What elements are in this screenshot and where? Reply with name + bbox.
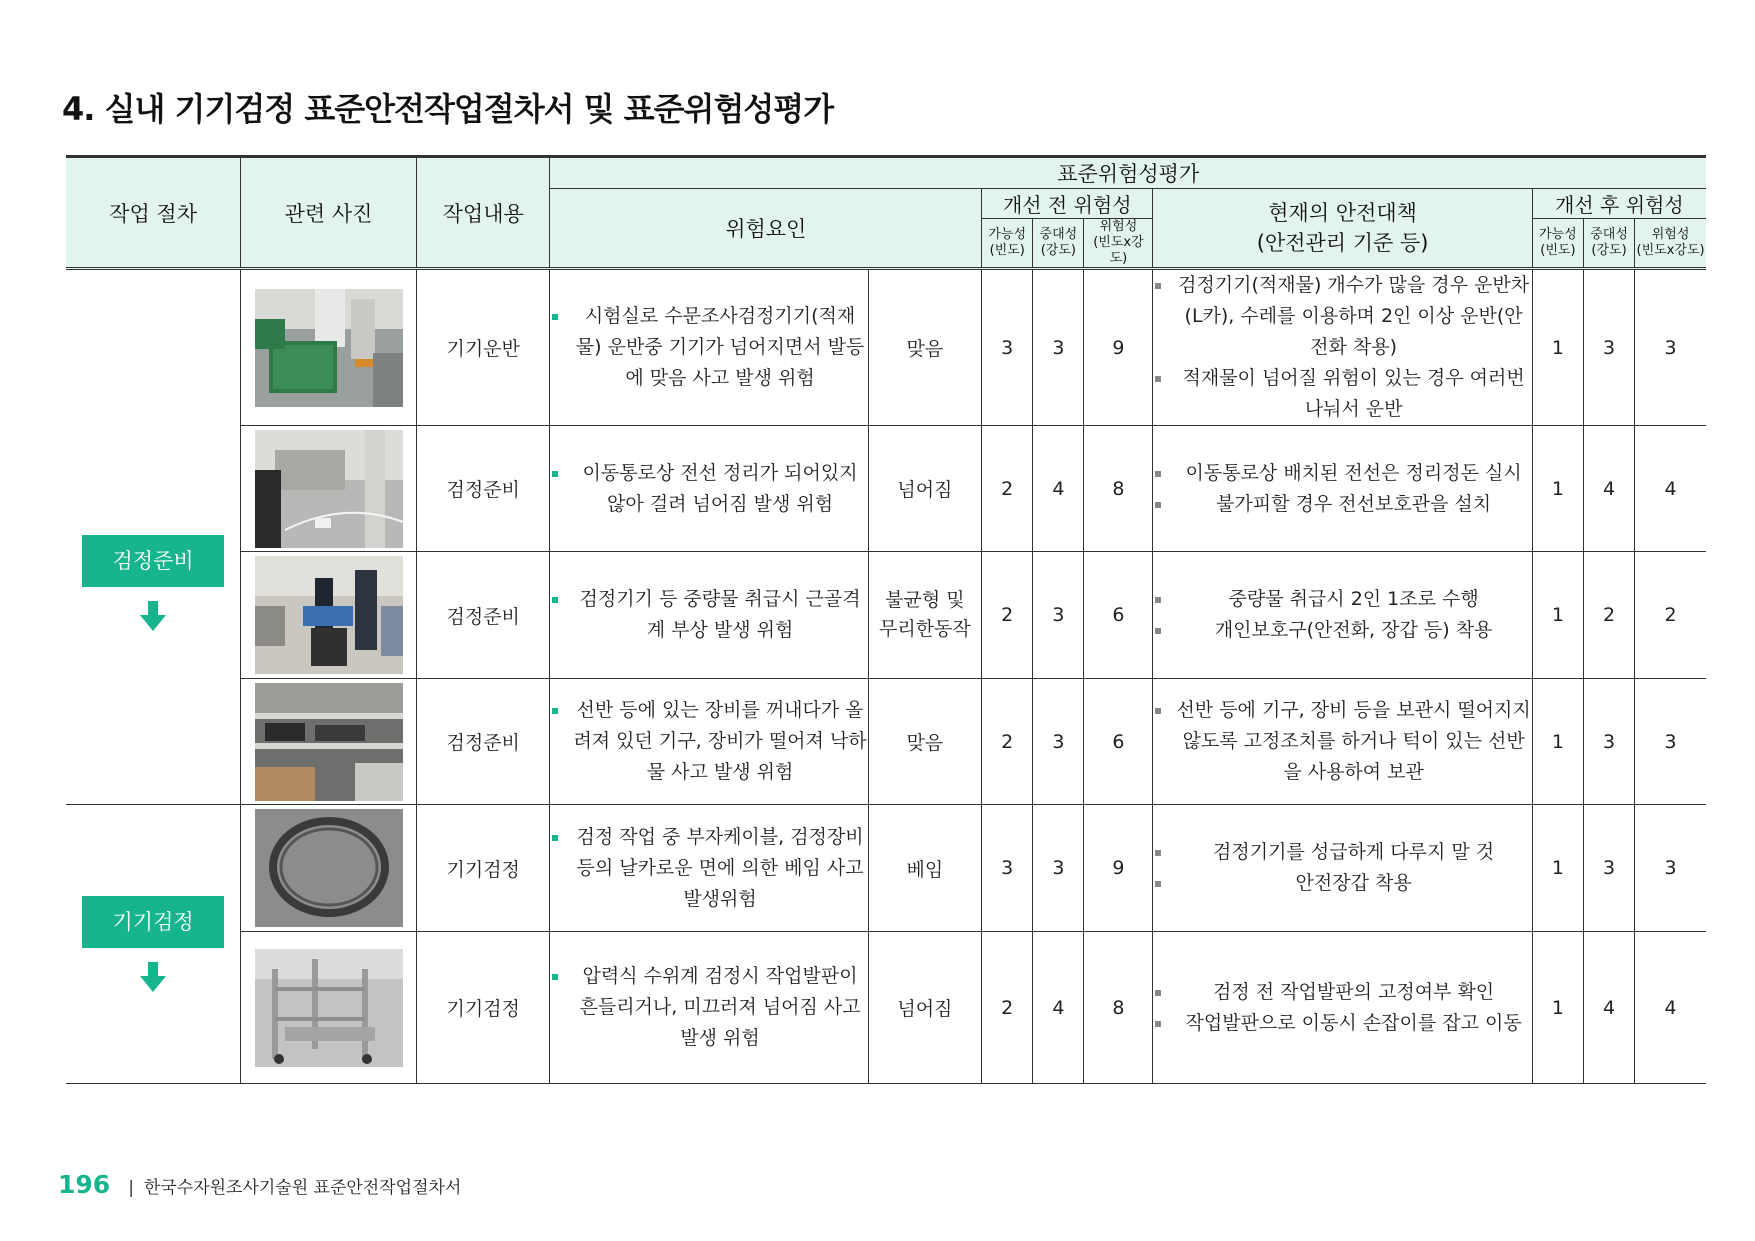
risk-sub: (빈도x강도): [1636, 243, 1705, 258]
after-likelihood: 1: [1532, 679, 1583, 805]
table-row: [66, 426, 1706, 552]
content-cell: 기기운반: [416, 269, 550, 426]
page-footer: [58, 1170, 461, 1199]
before-likelihood: 2: [982, 552, 1033, 679]
risk-sub: (빈도x강도): [1093, 235, 1144, 266]
procedure-cell-prep: [66, 269, 241, 805]
after-severity: 4: [1583, 426, 1634, 552]
measure-cell: [1153, 269, 1532, 426]
risk-label: 위험성: [1099, 219, 1138, 234]
measure-item: 중량물 취급시 2인 1조로 수행: [1153, 584, 1531, 615]
after-likelihood: 1: [1532, 426, 1583, 552]
header-before-likelihood: [982, 219, 1033, 269]
procedure-cell-inspection: [66, 805, 241, 1084]
photo-cell: [241, 426, 417, 552]
before-likelihood: 3: [982, 269, 1033, 426]
measure-item: 안전장갑 착용: [1153, 868, 1531, 899]
measure-item: 개인보호구(안전화, 장갑 등) 착용: [1153, 615, 1531, 646]
photo-cell: [241, 679, 417, 805]
content-cell: 검정준비: [416, 679, 550, 805]
workers-photo: [255, 556, 403, 674]
hazard-type: 베임: [868, 805, 981, 932]
before-severity: 3: [1033, 679, 1084, 805]
likelihood-label: 가능성: [1539, 227, 1577, 242]
after-likelihood: 1: [1532, 552, 1583, 679]
table-row: [66, 805, 1706, 932]
hazard-cell: [550, 932, 868, 1084]
hazard-type: 맞음: [868, 679, 981, 805]
measure-cell: [1153, 805, 1532, 932]
header-after-likelihood: [1532, 219, 1583, 269]
likelihood-sub: (빈도): [1540, 243, 1576, 258]
cable-photo: [255, 430, 403, 548]
header-step: 작업 절차: [66, 157, 241, 269]
header-hazard: 위험요인: [550, 189, 982, 269]
after-risk: 4: [1635, 426, 1706, 552]
severity-sub: (강도): [1591, 243, 1627, 258]
photo-cell: [241, 269, 417, 426]
after-severity: 3: [1583, 679, 1634, 805]
table-row: [66, 269, 1706, 426]
hazard-cell: [550, 426, 868, 552]
measure-item: 검정기기(적재물) 개수가 많을 경우 운반차(L카), 수레를 이용하며 2인 이상 운반(안전화 착용): [1153, 270, 1531, 363]
header-after-severity: [1583, 219, 1634, 269]
platform-photo: [255, 949, 403, 1067]
content-cell: 기기검정: [416, 932, 550, 1084]
header-measure: [1153, 189, 1532, 269]
before-severity: 3: [1033, 269, 1084, 426]
after-risk: 3: [1635, 679, 1706, 805]
measure-item: 작업발판으로 이동시 손잡이를 잡고 이동: [1153, 1008, 1531, 1039]
hazard-cell: [550, 805, 868, 932]
hazard-cell: [550, 679, 868, 805]
wire-coil-photo: [255, 809, 403, 927]
procedure-badge: 검정준비: [82, 535, 224, 587]
after-severity: 3: [1583, 269, 1634, 426]
hazard-item: 이동통로상 전선 정리가 되어있지 않아 걸려 넘어짐 발생 위험: [550, 458, 867, 520]
content-cell: 기기검정: [416, 805, 550, 932]
before-likelihood: 3: [982, 805, 1033, 932]
header-before-severity: [1033, 219, 1084, 269]
header-measure-line2: (안전관리 기준 등): [1256, 231, 1429, 255]
hazard-type-line1: 불균형 및: [885, 589, 965, 611]
before-risk: 6: [1084, 679, 1153, 805]
before-severity: 3: [1033, 552, 1084, 679]
measure-item: 적재물이 넘어질 위험이 있는 경우 여러번 나눠서 운반: [1153, 363, 1531, 425]
procedure-badge: 기기검정: [82, 896, 224, 948]
after-severity: 2: [1583, 552, 1634, 679]
cart-photo: [255, 289, 403, 407]
after-likelihood: 1: [1532, 805, 1583, 932]
hazard-cell: [550, 552, 868, 679]
hazard-item: 검정 작업 중 부자케이블, 검정장비 등의 날카로운 면에 의한 베임 사고 발생위험: [550, 822, 867, 915]
hazard-item: 검정기기 등 중량물 취급시 근골격계 부상 발생 위험: [550, 584, 867, 646]
measure-cell: [1153, 679, 1532, 805]
after-likelihood: 1: [1532, 269, 1583, 426]
page-number: 196: [58, 1170, 111, 1199]
after-risk: 3: [1635, 269, 1706, 426]
header-after-risk: [1635, 219, 1706, 269]
arrow-down-icon: [140, 962, 166, 992]
before-risk: 9: [1084, 269, 1153, 426]
after-risk: 2: [1635, 552, 1706, 679]
content-cell: 검정준비: [416, 552, 550, 679]
measure-item: 선반 등에 기구, 장비 등을 보관시 떨어지지 않도록 고정조치를 하거나 턱이 있는 선반을 사용하여 보관: [1153, 695, 1531, 788]
header-assessment: 표준위험성평가: [550, 157, 1706, 189]
arrow-down-icon: [140, 601, 166, 631]
before-severity: 4: [1033, 426, 1084, 552]
measure-item: 검정 전 작업발판의 고정여부 확인: [1153, 977, 1531, 1008]
footer-text: 한국수자원조사기술원 표준안전작업절차서: [143, 1178, 462, 1198]
risk-label: 위험성: [1651, 227, 1690, 242]
before-likelihood: 2: [982, 426, 1033, 552]
hazard-cell: [550, 269, 868, 426]
photo-cell: [241, 805, 417, 932]
photo-cell: [241, 932, 417, 1084]
header-before-risk: [1084, 219, 1153, 269]
before-risk: 6: [1084, 552, 1153, 679]
measure-cell: [1153, 426, 1532, 552]
measure-cell: [1153, 552, 1532, 679]
after-risk: 4: [1635, 932, 1706, 1084]
content-cell: 검정준비: [416, 426, 550, 552]
before-risk: 8: [1084, 932, 1153, 1084]
likelihood-sub: (빈도): [989, 243, 1025, 258]
table-row: [66, 552, 1706, 679]
measure-item: 검정기기를 성급하게 다루지 말 것: [1153, 837, 1531, 868]
severity-label: 중대성: [1590, 227, 1628, 242]
before-likelihood: 2: [982, 679, 1033, 805]
measure-item: 이동통로상 배치된 전선은 정리정돈 실시: [1153, 458, 1531, 489]
hazard-item: 압력식 수위계 검정시 작업발판이 흔들리거나, 미끄러져 넘어짐 사고 발생 위험: [550, 961, 867, 1054]
hazard-type: [868, 552, 981, 679]
header-content: 작업내용: [416, 157, 550, 269]
severity-sub: (강도): [1040, 243, 1076, 258]
shelf-photo: [255, 683, 403, 801]
before-risk: 8: [1084, 426, 1153, 552]
hazard-type: 맞음: [868, 269, 981, 426]
after-likelihood: 1: [1532, 932, 1583, 1084]
table-row: [66, 679, 1706, 805]
page-title: 4. 실내 기기검정 표준안전작업절차서 및 표준위험성평가: [62, 90, 834, 128]
table-row: [66, 932, 1706, 1084]
before-likelihood: 2: [982, 932, 1033, 1084]
header-photo: 관련 사진: [241, 157, 417, 269]
footer-separator: |: [128, 1178, 134, 1198]
risk-assessment-table: [66, 155, 1706, 1084]
measure-item: 불가피할 경우 전선보호관을 설치: [1153, 489, 1531, 520]
likelihood-label: 가능성: [988, 227, 1027, 242]
before-severity: 4: [1033, 932, 1084, 1084]
after-severity: 4: [1583, 932, 1634, 1084]
header-measure-line1: 현재의 안전대책: [1268, 201, 1417, 225]
hazard-type: 넘어짐: [868, 932, 981, 1084]
before-risk: 9: [1084, 805, 1153, 932]
photo-cell: [241, 552, 417, 679]
header-after: 개선 후 위험성: [1532, 189, 1706, 219]
measure-cell: [1153, 932, 1532, 1084]
hazard-type-line2: 무리한동작: [878, 618, 971, 640]
before-severity: 3: [1033, 805, 1084, 932]
after-severity: 3: [1583, 805, 1634, 932]
hazard-item: 선반 등에 있는 장비를 꺼내다가 올려져 있던 기구, 장비가 떨어져 낙하물 사고 발생 위험: [550, 695, 867, 788]
header-before: 개선 전 위험성: [982, 189, 1153, 219]
hazard-type: 넘어짐: [868, 426, 981, 552]
after-risk: 3: [1635, 805, 1706, 932]
hazard-item: 시험실로 수문조사검정기기(적재물) 운반중 기기가 넘어지면서 발등에 맞음 사고 발생 위험: [550, 301, 867, 394]
severity-label: 중대성: [1039, 227, 1078, 242]
